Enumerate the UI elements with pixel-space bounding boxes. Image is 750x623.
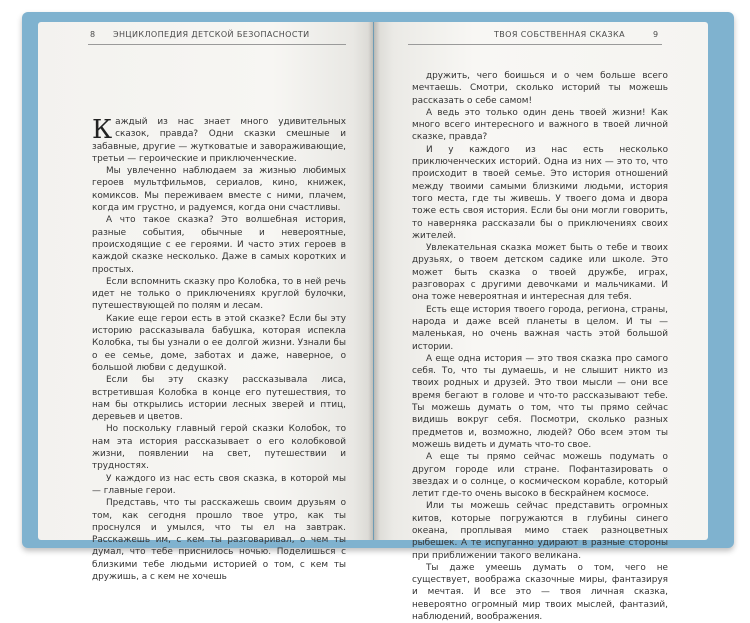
paragraph: И у каждого из нас есть несколько приключенческих историй. Одна из них — это то, что происходит в твоей семье. Это история отношений между твоими самыми близкими людьми, история того места, где ты живешь. У твоего дома и двора тоже есть своя история. Если бы они могли говорить, то наверняка рассказали бы о приключениях своих жителей. — [412, 144, 668, 241]
right-page-number: 9 — [653, 30, 659, 39]
right-header-rule — [408, 44, 662, 45]
drop-cap: К — [92, 115, 113, 145]
book-gutter — [368, 22, 380, 540]
paragraph: Если бы эту сказку рассказывала лиса, встретившая Колобка в конце его путешествия, то нам бы открылись истории лесных зверей и птиц, деревьев и цветов. — [92, 375, 346, 423]
paragraph: А что такое сказка? Это волшебная история, разные события, обычные и невероятные, происходящие с ее героями. И частo этих героев в каждой сказке несколько. Даже в самых коротких и простых. — [92, 215, 346, 275]
left-running-header: ЭНЦИКЛОПЕДИЯ ДЕТСКОЙ БЕЗОПАСНОСТИ — [113, 30, 310, 39]
paragraph: А еще ты прямо сейчас можешь подумать о другом городе или стране. Пофантазировать о звездах и о солнце, о космическом корабле, который летит где-то очень высоко в бескрайнем космосе. — [412, 452, 668, 500]
left-header-rule — [88, 44, 346, 45]
paragraph: Какие еще герои есть в этой сказке? Если бы эту историю рассказывала бабушка, которая испекла Колобка, ты бы узнали о ее долгой жизни. Узнали бы о ее семье, доме, заботах и даже, наверное, о большой любви с дедушкой. — [92, 313, 346, 373]
paragraph: Но поскольку главный герой сказки Колобок, то нам эта история рассказывает о его колобковой жизни, появлении на свет, путешествии и трудностях. — [92, 424, 346, 472]
paragraph: Или ты можешь сейчас представить огромных китов, которые погружаются в глубины синего океана, проплывая мимо стаек разноцветных рыбешек. А те испуганно удирают в разные стороны при приближении такого великана. — [412, 501, 668, 561]
paragraph: дружить, чего боишься и о чем больше всего мечтаешь. Смотри, сколько историй ты можешь рассказать о себе самом! — [412, 71, 668, 106]
paragraph: Ты даже умеешь думать о том, чего не существует, вообража сказочные миры, фантазируя и мечтая. И все это — твоя личная сказка, невероятно огромный мир твоих мыслей, фантазий, наблюдений, воображения. — [412, 562, 668, 623]
right-running-header: ТВОЯ СОБСТВЕННАЯ СКАЗКА — [494, 30, 625, 39]
paragraph: Если вспомнить сказку про Колобка, то в ней речь идет не только о приключениях круглой булочки, путешествующей по полям и лесам. — [92, 276, 346, 312]
paragraph: Есть еще история твоего города, региона, страны, народа и даже всей планеты в целом. И ты — маленькая, но очень важная часть этой большой истории. — [412, 304, 668, 352]
paragraph: А ведь это только один день твоей жизни! Как много всего интересного и важного в твоей личной сказке, правда? — [412, 107, 668, 143]
left-body-text — [92, 116, 346, 583]
paragraph — [92, 116, 346, 165]
right-body-text — [412, 70, 668, 623]
paragraph: А еще одна история — это твоя сказка про самого себя. То, что ты думаешь, и не слышит никто из твоих родных и друзей. Это твои мысли — они все время бегают в голове и что-то рассказывают тебе. Ты можешь думать о том, что ты прямо сейчас видишь вокруг себя. Посмотри, сколько разных предметов и, возможно, людей? Обо всем этом ты можешь видеть и думать что-то свое. — [412, 353, 668, 450]
paragraph: Мы увлеченно наблюдаем за жизнью любимых героев мультфильмов, сериалов, кино, книжек, комиксов. Мы переживаем вместе с ними, плачем, когда им грустно, и радуемся, когда они счастливы. — [92, 166, 346, 214]
left-page-number: 8 — [90, 30, 96, 39]
paragraph: У каждого из нас есть своя сказка, в которой мы — главные герои. — [92, 473, 346, 496]
paragraph-text: аждый из нас знает много удивительных сказок, правда? Одни сказки смешные и забавные, другие — жутковатые и завораживающие, третьи — героические и приключенческие. — [92, 117, 346, 164]
paragraph: Представь, что ты расскажешь своим друзьям о том, как сегодня прошло твое утро, как ты проснулся и умылся, что ты ел на завтрак. Расскажешь им, с кем ты разговаривал, о чем ты думал, что тебе приснилось ночью. Поделишься с близкими тебе людьми историей о том, с кем ты дружишь, а с кем не хочешь — [92, 498, 346, 582]
paragraph: Увлекательная сказка может быть о тебе и твоих друзьях, о твоем детском садике или школе. Это может быть сказка о твоей дружбе, играх, разговорах с другими девочками и мальчиками. И она тоже невероятная и интересная для тебя. — [412, 243, 668, 303]
